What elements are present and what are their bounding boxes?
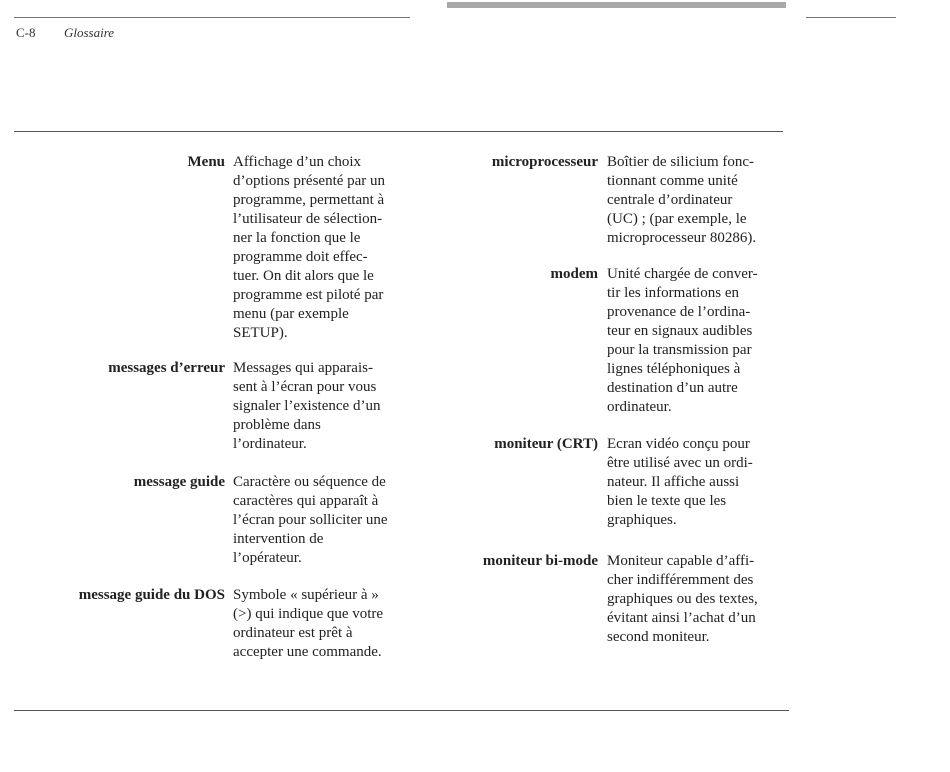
glossary-definition: Unité chargée de conver- tir les informations en provenance de l’ordina- teur en signaux audibles pour la transmission par lignes téléphoniques à destination d’un autre ordinateur. xyxy=(607,266,758,415)
content-bottom-rule xyxy=(14,710,789,711)
glossary-term: modem xyxy=(550,266,598,282)
header-bar xyxy=(447,2,786,8)
glossary-definition: Boîtier de silicium fonc- tionnant comme unité centrale d’ordinateur (UC) ; (par exemple, le microprocesseur 80286). xyxy=(607,154,757,246)
glossary-definition: Moniteur capable d’affi- cher indifféremment des graphiques ou des textes, évitant ainsi l’achat d’un second moniteur. xyxy=(607,553,758,645)
glossary-term: message guide xyxy=(133,474,225,490)
glossary-definition: Affichage d’un choix d’options présenté par un programme, permettant à l’utilisateur de sélection- ner la fonction que le programme doit effec- tuer. On dit alors que le programme est piloté par menu (par exemple SETUP). xyxy=(233,154,386,341)
glossary-term: moniteur bi-mode xyxy=(482,553,598,569)
glossary-definition: Ecran vidéo conçu pour être utilisé avec un ordi- nateur. Il affiche aussi bien le texte que les graphiques. xyxy=(607,436,753,528)
glossary-definition: Caractère ou séquence de caractères qui apparaît à l’écran pour solliciter une intervention de l’opérateur. xyxy=(233,474,388,566)
glossary-term: messages d’erreur xyxy=(108,360,225,376)
glossary-definition: Messages qui apparais- sent à l’écran pour vous signaler l’existence d’un problème dans l’ordinateur. xyxy=(233,360,381,452)
glossary-term: moniteur (CRT) xyxy=(494,436,598,452)
content-top-rule xyxy=(14,131,783,132)
header-rule-left xyxy=(14,17,410,18)
glossary-term: message guide du DOS xyxy=(78,587,225,603)
glossary-definition: Symbole « supérieur à » (>) qui indique que votre ordinateur est prêt à accepter une commande. xyxy=(233,587,384,660)
header-rule-right xyxy=(806,17,896,18)
glossary-term: microprocesseur xyxy=(491,154,598,170)
section-title: Glossaire xyxy=(64,25,115,40)
glossary-term: Menu xyxy=(187,154,225,170)
page-number: C-8 xyxy=(16,25,36,40)
